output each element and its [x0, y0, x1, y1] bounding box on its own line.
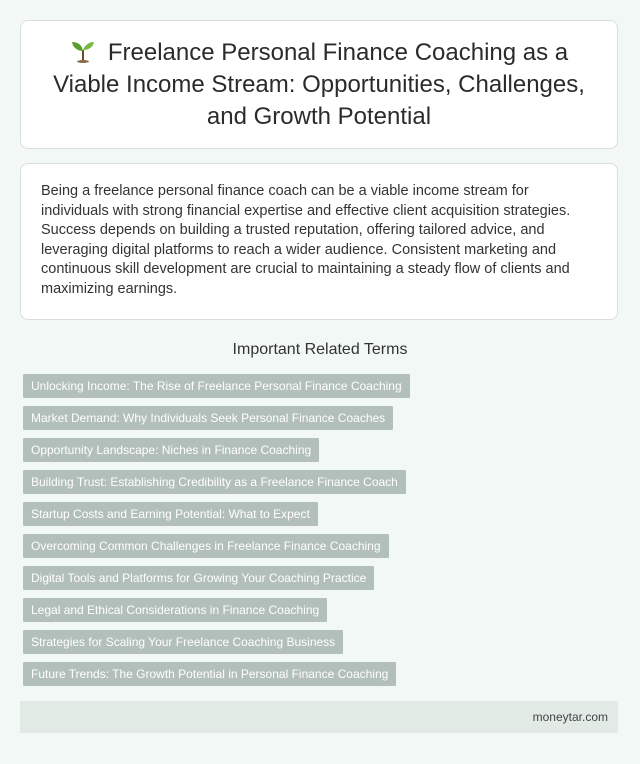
list-item [23, 438, 410, 462]
related-term-link[interactable]: Building Trust: Establishing Credibility as a Freelance Finance Coach [23, 470, 406, 494]
related-term-link[interactable]: Overcoming Common Challenges in Freelance Finance Coaching [23, 534, 389, 558]
list-item [23, 598, 410, 622]
list-item [23, 406, 410, 430]
related-term-link[interactable]: Market Demand: Why Individuals Seek Personal Finance Coaches [23, 406, 393, 430]
summary-text: Being a freelance personal finance coach can be a viable income stream for individuals with strong financial expertise and effective client acquisition strategies. Success depends on building a trusted reputation, offering tailored advice, and leveraging digital platforms to reach a wider audience. Consistent marketing and continuous skill development are crucial to maintaining a steady flow of clients and maximizing earnings. [41, 183, 571, 297]
footer [20, 701, 618, 733]
related-term-link[interactable]: Digital Tools and Platforms for Growing Your Coaching Practice [23, 566, 374, 590]
page-title [51, 37, 587, 133]
page-title-text: Freelance Personal Finance Coaching as a Viable Income Stream: Opportunities, Challenges, and Growth Potential [53, 38, 585, 130]
related-terms-heading: Important Related Terms [232, 341, 408, 358]
list-item [23, 470, 410, 494]
footer-site-link[interactable]: moneytar.com [532, 710, 608, 724]
related-terms-list [23, 374, 410, 694]
related-term-link[interactable]: Opportunity Landscape: Niches in Finance Coaching [23, 438, 319, 462]
related-term-link[interactable]: Unlocking Income: The Rise of Freelance Personal Finance Coaching [23, 374, 410, 398]
list-item [23, 374, 410, 398]
list-item [23, 566, 410, 590]
related-term-link[interactable]: Future Trends: The Growth Potential in Personal Finance Coaching [23, 662, 396, 686]
related-term-link[interactable]: Strategies for Scaling Your Freelance Coaching Business [23, 630, 343, 654]
list-item [23, 534, 410, 558]
sprout-icon [70, 39, 96, 63]
related-term-link[interactable]: Legal and Ethical Considerations in Finance Coaching [23, 598, 327, 622]
list-item [23, 630, 410, 654]
title-card [20, 20, 618, 149]
list-item [23, 662, 410, 686]
list-item [23, 502, 410, 526]
summary-card [20, 163, 618, 320]
related-term-link[interactable]: Startup Costs and Earning Potential: What to Expect [23, 502, 318, 526]
